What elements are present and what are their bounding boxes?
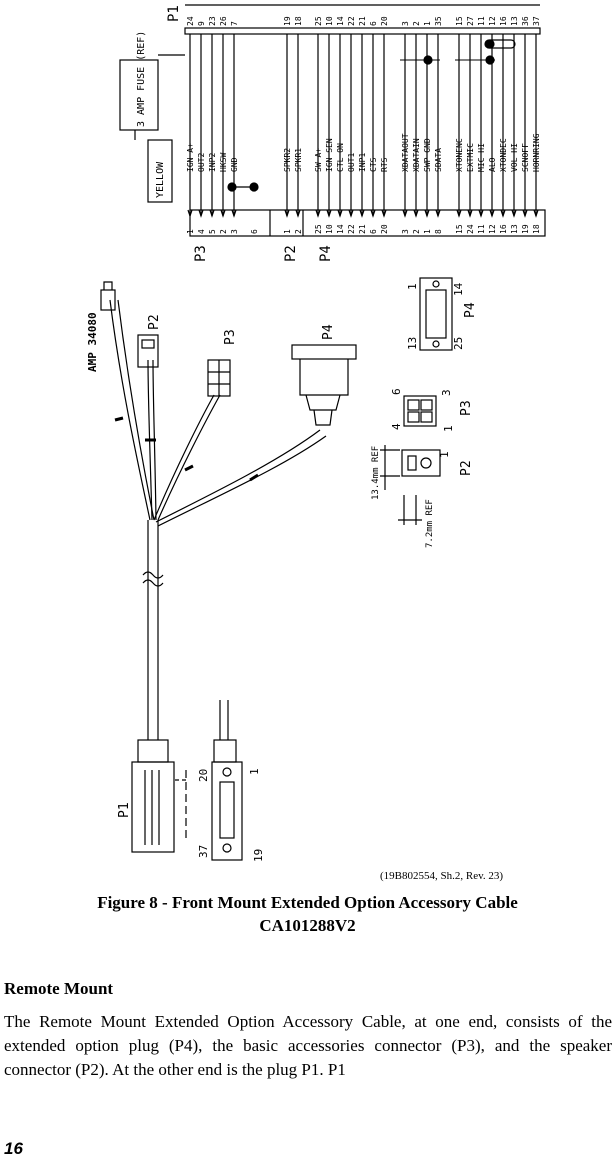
drawing-reference: (19B802554, Sh.2, Rev. 23)	[380, 870, 504, 882]
p1-pin-number: 15	[455, 16, 464, 26]
page-number: 16	[4, 1139, 23, 1158]
dim-13-label: 13.4mm REF	[371, 445, 381, 500]
figure-caption-line1: Figure 8 - Front Mount Extended Option Accessory Cable	[97, 893, 518, 912]
p2-plug-label: P2	[147, 314, 162, 330]
p1-pin-number: 23	[208, 16, 217, 26]
p1-pin20-label: 20	[197, 768, 210, 782]
p3-pin6-label: 6	[390, 388, 403, 395]
signal-name: SW A+	[314, 147, 323, 172]
signal-name: RTS	[380, 157, 389, 172]
connector-pin-number: 24	[466, 224, 475, 234]
p4-pin14-label: 14	[452, 282, 465, 296]
p1-pin-number: 19	[283, 16, 292, 26]
p1-pin-number: 9	[197, 21, 206, 26]
signal-name: EXTMIC	[466, 143, 475, 172]
signal-name: XTONDEC	[499, 138, 508, 172]
connector-pin-number: 15	[455, 224, 464, 234]
schematic-p3-label: P3	[193, 245, 209, 262]
connector-pin-number: 1	[423, 229, 432, 234]
p1-pin-number: 14	[336, 16, 345, 26]
p1-plug-label: P1	[117, 802, 132, 818]
p1-pin-number: 27	[466, 16, 475, 26]
p2-face-label: P2	[459, 460, 474, 476]
signal-name: XDATAIN	[412, 138, 421, 172]
fuse-label: 3 AMP FUSE (REF)	[136, 30, 147, 127]
signal-name: VOL HI	[510, 143, 519, 172]
p1-pin-number: 16	[499, 16, 508, 26]
yellow-label: YELLOW	[155, 161, 166, 198]
signal-name: SWP GND	[423, 138, 432, 172]
signal-name: XDATAOUT	[401, 133, 410, 172]
section-paragraph: The Remote Mount Extended Option Accessory Cable, at one end, consists of the extended option plug (P4), the basic accessories connector (P3), and the speaker connector (P2). At the other end is the plug P1. P1	[4, 1012, 612, 1079]
p4-pin1-label: 1	[406, 283, 419, 290]
signal-name: IGN SEN	[325, 138, 334, 172]
connector-pin-number: 22	[347, 224, 356, 234]
p1-pin-number: 13	[510, 16, 519, 26]
signal-name: HORNRING	[532, 133, 541, 172]
p3-pin3-label: 3	[440, 389, 453, 396]
p1-pin-number: 2	[412, 21, 421, 26]
p2-pin1-label: 1	[438, 451, 451, 458]
connector-pin-number: 5	[208, 229, 217, 234]
p1-pin-number: 12	[488, 16, 497, 26]
schematic-p2-label: P2	[283, 245, 299, 262]
signal-name: SPKR2	[283, 147, 292, 172]
p1-pin1-label: 1	[248, 768, 261, 775]
p1-pin-number: 36	[521, 16, 530, 26]
connector-pin-number: 13	[510, 224, 519, 234]
p1-pin-number: 35	[434, 16, 443, 26]
signal-name: XTONENC	[455, 138, 464, 172]
schematic-p1-header: P1	[166, 5, 182, 22]
figure-caption-line2: CA101288V2	[259, 916, 356, 935]
signal-name: CTS	[369, 157, 378, 172]
p4-pin13-label: 13	[406, 336, 419, 350]
signal-name: INP2	[208, 152, 217, 172]
signal-name: SCNOFF	[521, 143, 530, 172]
connector-pin-number: 19	[521, 224, 530, 234]
connector-pin-number: 2	[412, 229, 421, 234]
p1-pin37-label: 37	[197, 844, 210, 858]
connector-pin-number: 1	[186, 229, 195, 234]
connector-pin-number: 25	[314, 224, 323, 234]
p4-pin25-label: 25	[452, 336, 465, 350]
connector-pin-number: 3	[230, 229, 239, 234]
p3-face-label: P3	[459, 400, 474, 416]
schematic-p4-label: P4	[318, 245, 334, 262]
signal-name: MIC HI	[477, 143, 486, 172]
connector-pin-number: 10	[325, 224, 334, 234]
signal-name: INP1	[358, 152, 367, 172]
p4-plug-label: P4	[321, 324, 336, 340]
dim-7-label: 7.2mm REF	[425, 499, 435, 548]
signal-name: ALO	[488, 157, 497, 172]
connector-pin-number: 6	[369, 229, 378, 234]
p3-plug-label: P3	[223, 329, 238, 345]
signal-name: IGN A+	[186, 143, 195, 172]
p1-pin-number: 20	[380, 16, 389, 26]
p1-pin-number: 26	[219, 16, 228, 26]
p3-pin1-label: 1	[442, 425, 455, 432]
signal-name: OUT1	[347, 152, 356, 172]
signal-name: GND	[230, 157, 239, 172]
wiring-schematic	[120, 5, 545, 262]
signal-name: CTL ON	[336, 143, 345, 172]
p4-face-label: P4	[463, 302, 478, 318]
p1-pin-number: 21	[358, 16, 367, 26]
p1-pin-number: 25	[314, 16, 323, 26]
cable-assembly	[86, 278, 478, 862]
connector-pin-number: 2	[219, 229, 228, 234]
connector-pin-number: 4	[197, 229, 206, 234]
p1-pin-number: 6	[369, 21, 378, 26]
connector-pin-number: 8	[434, 229, 443, 234]
p1-pin-number: 37	[532, 16, 541, 26]
connector-pin-number: 2	[294, 229, 303, 234]
connector-pin-number: 3	[401, 229, 410, 234]
p3-pin4-label: 4	[390, 423, 403, 430]
p1-pin-number: 22	[347, 16, 356, 26]
connector-pin-number: 14	[336, 224, 345, 234]
amp-label: AMP 34080	[86, 312, 99, 372]
connector-pin-number: 1	[283, 229, 292, 234]
p1-pin-number: 7	[230, 21, 239, 26]
signal-name: SDATA	[434, 147, 443, 172]
p1-pin-number: 3	[401, 21, 410, 26]
connector-pin-number: 16	[499, 224, 508, 234]
signal-name: OUT2	[197, 152, 206, 172]
signal-name: SPKR1	[294, 147, 303, 172]
connector-pin-number: 21	[358, 224, 367, 234]
connector-pin-number: 18	[532, 224, 541, 234]
connector-pin-number: 6	[250, 229, 259, 234]
p1-pin19-label: 19	[252, 848, 265, 862]
connector-pin-number: 20	[380, 224, 389, 234]
connector-pin-number: 12	[488, 224, 497, 234]
p1-pin-number: 18	[294, 16, 303, 26]
p1-pin-number: 11	[477, 16, 486, 26]
connector-pin-number: 11	[477, 224, 486, 234]
p1-pin-number: 10	[325, 16, 334, 26]
signal-name: HKSW	[219, 152, 228, 172]
p1-pin-number: 24	[186, 16, 195, 26]
p1-pin-number: 1	[423, 21, 432, 26]
section-heading: Remote Mount	[4, 979, 114, 998]
